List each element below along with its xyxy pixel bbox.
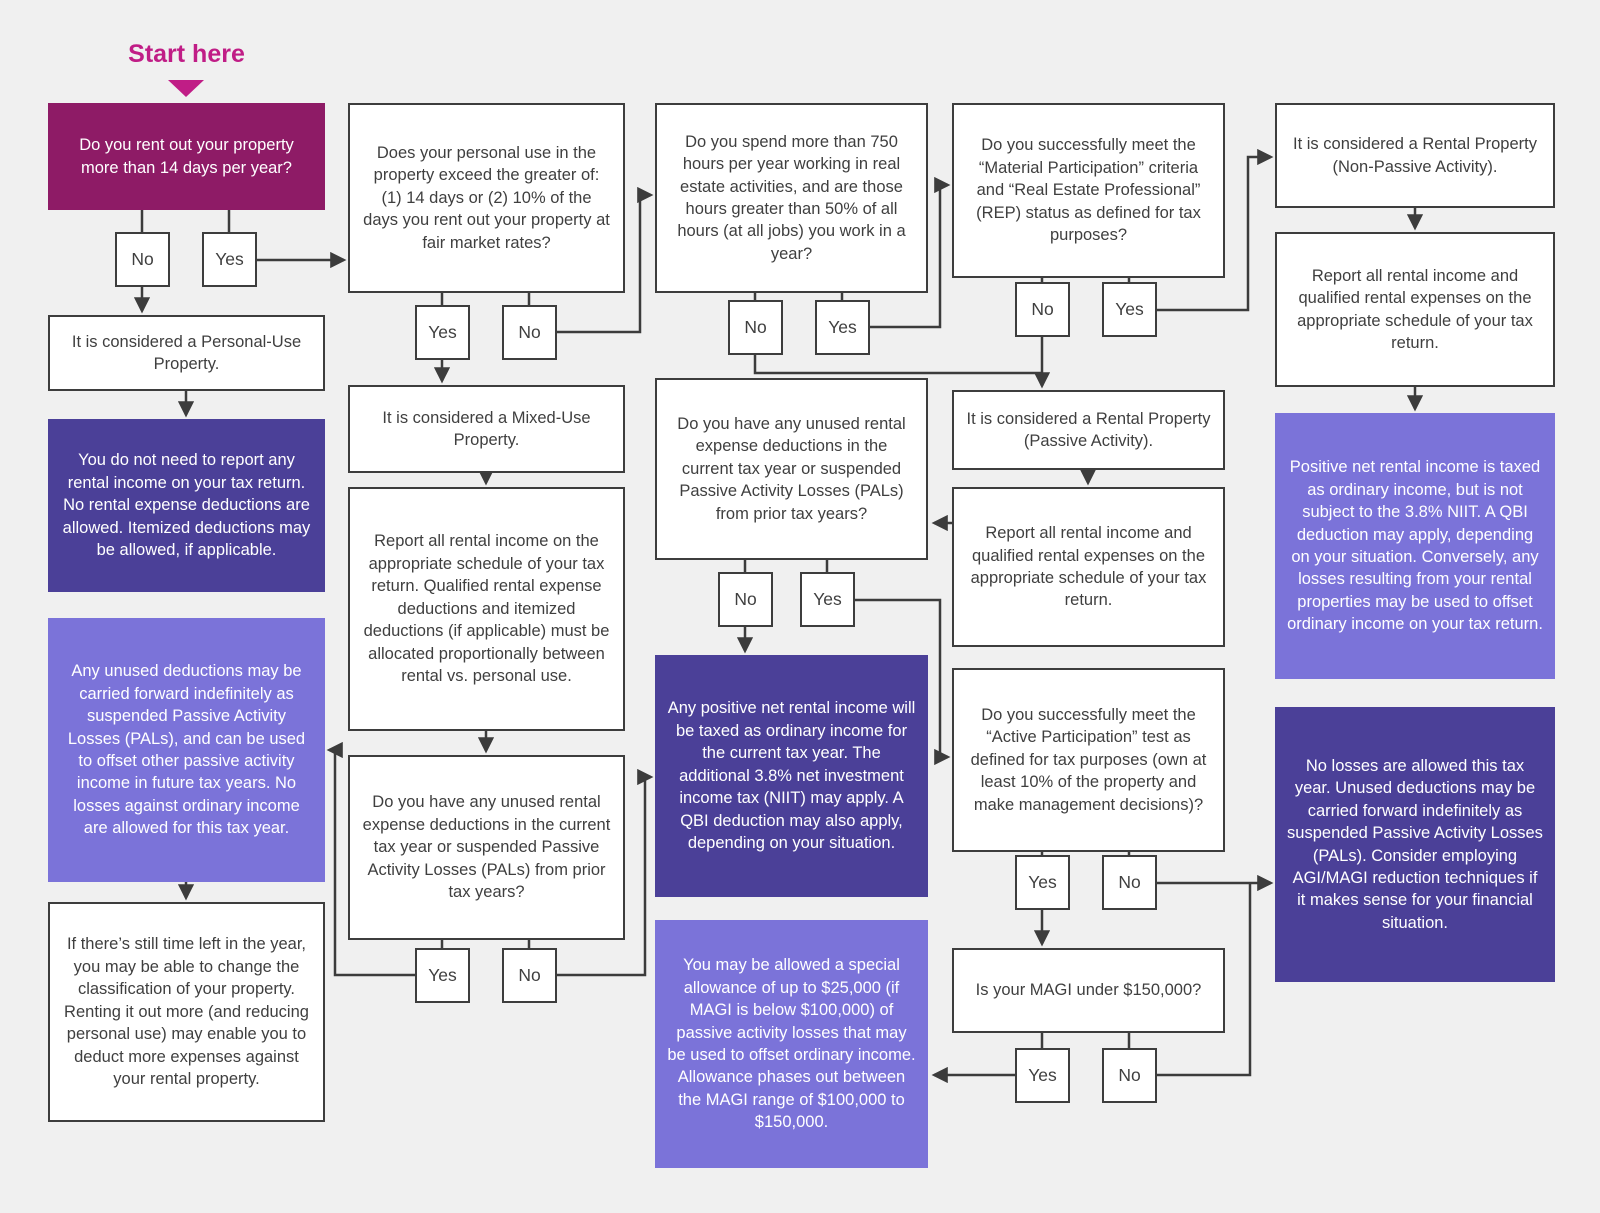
answer-no-personal-use: No (502, 305, 557, 360)
node-q-active-participation: Do you successfully meet the “Active Participation” test as defined for tax purposes (own at least 10% of the property and make management decisions)? (952, 668, 1225, 852)
answer-yes-unused-passive: Yes (800, 572, 855, 627)
node-report-mixed-use: Report all rental income on the appropriate schedule of your tax return. Qualified rental expense deductions and itemized deductions (if applicable) must be allocated proportionally between rental vs. personal use. (348, 487, 625, 731)
node-q-unused-deductions-passive: Do you have any unused rental expense deductions in the current tax year or suspended Passive Activity Losses (PALs) from prior tax years? (655, 378, 928, 560)
node-change-classification: If there’s still time left in the year, you may be able to change the classification of your property. Renting it out more (and reducing personal use) may enable you to deduct more expenses against your rental property. (48, 902, 325, 1122)
node-no-report-needed: You do not need to report any rental income on your tax return. No rental expense deductions are allowed. Itemized deductions may be allowed, if applicable. (48, 419, 325, 592)
node-report-non-passive: Report all rental income and qualified rental expenses on the appropriate schedule of your tax return. (1275, 232, 1555, 387)
answer-no-rent: No (115, 232, 170, 287)
node-unused-deductions-carryforward: Any unused deductions may be carried forward indefinitely as suspended Passive Activity Losses (PALs), and can be used to offset other passive activity income in future tax years. No losses against ordinary income are allowed for this tax year. (48, 618, 325, 882)
node-no-losses-allowed: No losses are allowed this tax year. Unused deductions may be carried forward indefinitely as suspended Passive Activity Losses (PALs). Consider employing AGI/MAGI reduction techniques if it makes sense for your financial situation. (1275, 707, 1555, 982)
node-q-750-hours: Do you spend more than 750 hours per year working in real estate activities, and are those hours greater than 50% of all hours (at all jobs) you work in a year? (655, 103, 928, 293)
node-positive-income-no-niit: Positive net rental income is taxed as ordinary income, but is not subject to the 3.8% NIIT. A QBI deduction may apply, depending on your situation. Conversely, any losses resulting from your rental properties may be used to offset ordinary income on your tax return. (1275, 413, 1555, 679)
answer-yes-material: Yes (1102, 282, 1157, 337)
node-q-material-participation: Do you successfully meet the “Material Participation” criteria and “Real Estate Professional” (REP) status as defined for tax purposes? (952, 103, 1225, 278)
answer-no-magi: No (1102, 1048, 1157, 1103)
node-q-unused-deductions-mixed: Do you have any unused rental expense deductions in the current tax year or suspended Passive Activity Losses (PALs) from prior tax years? (348, 755, 625, 940)
start-arrow-icon (168, 80, 204, 97)
start-here-label: Start here (128, 40, 245, 68)
answer-yes-unused-mixed: Yes (415, 948, 470, 1003)
answer-yes-750-hours: Yes (815, 300, 870, 355)
node-q-personal-use-exceeds: Does your personal use in the property exceed the greater of: (1) 14 days or (2) 10% of the days you rent out your property at fair market rates? (348, 103, 625, 293)
node-q-rent-14-days: Do you rent out your property more than 14 days per year? (48, 103, 325, 210)
answer-no-unused-passive: No (718, 572, 773, 627)
node-mixed-use-property: It is considered a Mixed-Use Property. (348, 385, 625, 473)
node-rental-non-passive: It is considered a Rental Property (Non-Passive Activity). (1275, 103, 1555, 208)
node-q-magi-under-150k: Is your MAGI under $150,000? (952, 948, 1225, 1033)
answer-no-active: No (1102, 855, 1157, 910)
answer-no-750-hours: No (728, 300, 783, 355)
answer-yes-magi: Yes (1015, 1048, 1070, 1103)
node-special-allowance: You may be allowed a special allowance of up to $25,000 (if MAGI is below $100,000) of passive activity losses that may be used to offset ordinary income. Allowance phases out between the MAGI range of $100,000 to $150,000. (655, 920, 928, 1168)
node-rental-passive: It is considered a Rental Property (Passive Activity). (952, 390, 1225, 470)
node-positive-income-taxed: Any positive net rental income will be taxed as ordinary income for the current tax year. The additional 3.8% net investment income tax (NIIT) may apply. A QBI deduction may also apply, depending on your situation. (655, 655, 928, 897)
answer-yes-rent: Yes (202, 232, 257, 287)
node-personal-use-property: It is considered a Personal-Use Property. (48, 315, 325, 391)
answer-yes-active: Yes (1015, 855, 1070, 910)
answer-no-unused-mixed: No (502, 948, 557, 1003)
answer-no-material: No (1015, 282, 1070, 337)
node-report-passive: Report all rental income and qualified rental expenses on the appropriate schedule of your tax return. (952, 487, 1225, 647)
answer-yes-personal-use: Yes (415, 305, 470, 360)
